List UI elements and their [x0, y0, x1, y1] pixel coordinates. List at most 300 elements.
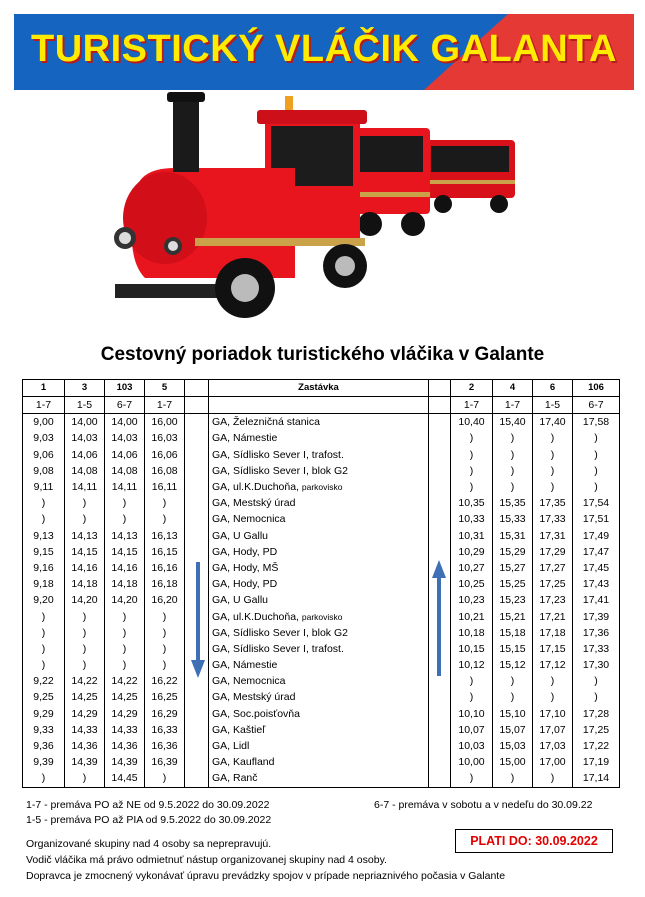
stop-name-cell [209, 738, 429, 754]
train-number: 2 [451, 380, 493, 397]
table-row [23, 706, 620, 722]
operating-days: 1-7 [145, 397, 185, 414]
departure-time: 14,18 [105, 576, 145, 592]
departure-time: 14,25 [105, 689, 145, 705]
departure-time: 16,39 [145, 754, 185, 770]
stop-name-cell [209, 447, 429, 463]
departure-time: 14,36 [105, 738, 145, 754]
departure-time: 17,47 [573, 544, 620, 560]
departure-time: 17,22 [573, 738, 620, 754]
table-row [23, 430, 620, 446]
train-wagon-rear [425, 140, 515, 213]
table-row [23, 689, 620, 705]
stop-name: GA, Hody, MŠ [212, 561, 279, 574]
departure-time: ) [145, 608, 185, 624]
departure-time: ) [493, 673, 533, 689]
departure-time: 9,22 [23, 673, 65, 689]
table-row [23, 560, 620, 576]
departure-time: ) [493, 447, 533, 463]
operating-days: 1-7 [451, 397, 493, 414]
departure-time: 9,11 [23, 479, 65, 495]
departure-time: 9,25 [23, 689, 65, 705]
departure-time: 17,25 [533, 576, 573, 592]
departure-time: ) [23, 608, 65, 624]
stop-name-cell [209, 722, 429, 738]
spacer-cell [185, 414, 209, 431]
table-row [23, 511, 620, 527]
departure-time: 14,25 [65, 689, 105, 705]
departure-time: 14,06 [65, 447, 105, 463]
stop-name: GA, Mestský úrad [212, 691, 296, 704]
note-left-2: 1-5 - premáva PO až PIA od 9.5.2022 do 30.09.2022 [26, 814, 272, 826]
departure-time: ) [65, 495, 105, 511]
spacer-cell [185, 495, 209, 511]
departure-time: 15,31 [493, 528, 533, 544]
valid-until-badge: PLATI DO: 30.09.2022 [455, 829, 613, 853]
departure-time: ) [105, 511, 145, 527]
departure-time: 17,30 [573, 657, 620, 673]
stop-name: GA, Sídlisko Sever I, trafost. [212, 448, 344, 461]
departure-time: 16,03 [145, 430, 185, 446]
departure-time: 17,29 [533, 544, 573, 560]
train-illustration [95, 88, 525, 338]
spacer-cell [429, 528, 451, 544]
spacer-cell [429, 754, 451, 770]
departure-time: ) [573, 430, 620, 446]
departure-time: 16,00 [145, 414, 185, 431]
stop-name: GA, Sídlisko Sever I, trafost. [212, 642, 344, 655]
departure-time: 15,00 [493, 754, 533, 770]
departure-time: 10,33 [451, 511, 493, 527]
stop-name-cell [209, 544, 429, 560]
stop-name: GA, Námestie [212, 659, 278, 672]
departure-time: 10,25 [451, 576, 493, 592]
stop-name-note: parkovisko [301, 482, 343, 493]
stop-name-cell [209, 414, 429, 431]
departure-time: 10,23 [451, 592, 493, 608]
note-org-1: Organizované skupiny nad 4 osoby sa neprepravujú. [26, 838, 272, 850]
stop-name-cell [209, 511, 429, 527]
departure-time: 17,58 [573, 414, 620, 431]
departure-time: ) [145, 495, 185, 511]
table-row [23, 495, 620, 511]
stop-name-cell [209, 657, 429, 673]
table-row [23, 463, 620, 479]
departure-time: 9,33 [23, 722, 65, 738]
note-left-1: 1-7 - premáva PO až NE od 9.5.2022 do 30.09.2022 [26, 799, 270, 811]
stop-name: GA, Hody, PD [212, 545, 278, 558]
departure-time: 14,22 [65, 673, 105, 689]
departure-time: 14,08 [65, 463, 105, 479]
table-row [23, 722, 620, 738]
departure-time: 15,25 [493, 576, 533, 592]
departure-time: 17,03 [533, 738, 573, 754]
departure-time: 16,15 [145, 544, 185, 560]
departure-time: ) [65, 641, 105, 657]
departure-time: 14,22 [105, 673, 145, 689]
spacer-cell [185, 722, 209, 738]
operating-days: 1-7 [493, 397, 533, 414]
departure-time: 17,35 [533, 495, 573, 511]
departure-time: 16,18 [145, 576, 185, 592]
departure-time: ) [493, 479, 533, 495]
departure-time: 15,35 [493, 495, 533, 511]
stop-name-cell [209, 576, 429, 592]
spacer-cell [185, 706, 209, 722]
departure-time: ) [451, 447, 493, 463]
spacer-cell [429, 722, 451, 738]
departure-time: 14,13 [105, 528, 145, 544]
departure-time: ) [533, 463, 573, 479]
stop-name-cell [209, 770, 429, 787]
spacer-cell [429, 380, 451, 397]
operating-days: 1-5 [65, 397, 105, 414]
stop-name-cell [209, 495, 429, 511]
departure-time: 17,39 [573, 608, 620, 624]
departure-time: 17,12 [533, 657, 573, 673]
departure-time: 16,13 [145, 528, 185, 544]
departure-time: 14,13 [65, 528, 105, 544]
departure-time: 14,33 [65, 722, 105, 738]
departure-time: 14,20 [105, 592, 145, 608]
departure-time: ) [451, 463, 493, 479]
departure-time: 14,08 [105, 463, 145, 479]
operating-days: 1-7 [23, 397, 65, 414]
departure-time: ) [451, 689, 493, 705]
departure-time: 15,03 [493, 738, 533, 754]
departure-time: 15,23 [493, 592, 533, 608]
table-row [23, 576, 620, 592]
departure-time: 15,40 [493, 414, 533, 431]
departure-time: 17,14 [573, 770, 620, 787]
departure-time: 9,15 [23, 544, 65, 560]
departure-time: 15,33 [493, 511, 533, 527]
table-row [23, 657, 620, 673]
departure-time: 15,07 [493, 722, 533, 738]
departure-time: 14,03 [65, 430, 105, 446]
spacer-cell [185, 754, 209, 770]
stop-name: GA, Námestie [212, 432, 278, 445]
departure-time: 9,08 [23, 463, 65, 479]
departure-time: ) [493, 463, 533, 479]
departure-time: 17,07 [533, 722, 573, 738]
departure-time: ) [23, 625, 65, 641]
train-number: 6 [533, 380, 573, 397]
departure-time: ) [65, 511, 105, 527]
table-row [23, 754, 620, 770]
departure-time: ) [573, 447, 620, 463]
stop-name: GA, Soc.poisťovňa [212, 707, 300, 720]
departure-time: 9,00 [23, 414, 65, 431]
departure-time: ) [23, 657, 65, 673]
stop-name: GA, Železničná stanica [212, 416, 320, 429]
departure-time: 17,36 [573, 625, 620, 641]
stop-name-note: parkovisko [301, 611, 343, 622]
stop-name: GA, Nemocnica [212, 675, 286, 688]
departure-time: 15,12 [493, 657, 533, 673]
spacer-cell [185, 430, 209, 446]
departure-time: ) [105, 625, 145, 641]
spacer-cell [185, 770, 209, 787]
departure-time: 9,06 [23, 447, 65, 463]
departure-time: 14,18 [65, 576, 105, 592]
title-banner [14, 14, 634, 90]
stop-name-cell [209, 592, 429, 608]
spacer-cell [185, 511, 209, 527]
departure-time: 14,29 [105, 706, 145, 722]
departure-time: 15,10 [493, 706, 533, 722]
table-row [23, 673, 620, 689]
departure-time: 10,00 [451, 754, 493, 770]
table-row [23, 641, 620, 657]
departure-time: ) [533, 479, 573, 495]
timetable-body [23, 380, 620, 788]
departure-time: ) [533, 447, 573, 463]
spacer-cell [429, 479, 451, 495]
departure-time: 9,36 [23, 738, 65, 754]
departure-time: 17,10 [533, 706, 573, 722]
departure-time: 10,03 [451, 738, 493, 754]
departure-time: 17,23 [533, 592, 573, 608]
stop-name-cell [209, 479, 429, 495]
departure-time: ) [65, 770, 105, 787]
departure-time: 15,18 [493, 625, 533, 641]
stop-name: GA, U Gallu [212, 529, 269, 542]
departure-time: 17,15 [533, 641, 573, 657]
up-arrow-icon [432, 560, 446, 676]
departure-time: 15,21 [493, 608, 533, 624]
departure-time: ) [493, 689, 533, 705]
departure-time: ) [573, 463, 620, 479]
spacer-cell [185, 380, 209, 397]
spacer-cell [185, 738, 209, 754]
spacer-cell [185, 447, 209, 463]
departure-time: 17,19 [573, 754, 620, 770]
departure-time: 17,18 [533, 625, 573, 641]
timetable [22, 379, 620, 788]
spacer-cell [429, 689, 451, 705]
departure-time: 14,39 [65, 754, 105, 770]
table-row [23, 738, 620, 754]
table-row [23, 479, 620, 495]
stop-name-cell [209, 463, 429, 479]
spacer-cell [429, 738, 451, 754]
table-row [23, 544, 620, 560]
departure-time: 9,29 [23, 706, 65, 722]
stop-name-cell [209, 706, 429, 722]
stop-name-cell [209, 528, 429, 544]
departure-time: 16,06 [145, 447, 185, 463]
departure-time: 17,49 [573, 528, 620, 544]
departure-time: 17,45 [573, 560, 620, 576]
spacer-cell [429, 770, 451, 787]
departure-time: 17,25 [573, 722, 620, 738]
departure-time: 14,11 [65, 479, 105, 495]
departure-time: ) [23, 641, 65, 657]
note-right-1: 6-7 - premáva v sobotu a v nedeľu do 30.09.22 [374, 799, 593, 811]
table-row [23, 414, 620, 431]
departure-time: ) [145, 770, 185, 787]
departure-time: ) [65, 608, 105, 624]
departure-time: 10,27 [451, 560, 493, 576]
stop-name: GA, Sídlisko Sever I, blok G2 [212, 464, 348, 477]
departure-time: ) [145, 657, 185, 673]
departure-time: 9,39 [23, 754, 65, 770]
departure-time: ) [65, 657, 105, 673]
departure-time: 16,29 [145, 706, 185, 722]
departure-time: 9,13 [23, 528, 65, 544]
departure-time: 16,33 [145, 722, 185, 738]
departure-time: 10,15 [451, 641, 493, 657]
stop-name-cell [209, 430, 429, 446]
departure-time: ) [65, 625, 105, 641]
stop-name: GA, Mestský úrad [212, 497, 296, 510]
departure-time: ) [23, 770, 65, 787]
departure-time: ) [23, 511, 65, 527]
spacer-cell [185, 479, 209, 495]
departure-time: 10,21 [451, 608, 493, 624]
departure-time: 17,41 [573, 592, 620, 608]
stop-cell-empty [209, 397, 429, 414]
table-row [23, 625, 620, 641]
timetable-header-row [23, 380, 620, 397]
spacer-cell [185, 397, 209, 414]
stop-name-cell [209, 641, 429, 657]
departure-time: ) [105, 495, 145, 511]
train-wagon [350, 128, 430, 236]
operating-days: 6-7 [573, 397, 620, 414]
departure-time: 15,27 [493, 560, 533, 576]
stop-name: GA, Kaštieľ [212, 723, 266, 736]
departure-time: ) [105, 608, 145, 624]
departure-time: 16,11 [145, 479, 185, 495]
operating-days: 6-7 [105, 397, 145, 414]
train-number: 106 [573, 380, 620, 397]
departure-time: ) [533, 689, 573, 705]
spacer-cell [185, 544, 209, 560]
departure-time: 14,15 [65, 544, 105, 560]
departure-time: 16,16 [145, 560, 185, 576]
departure-time: ) [23, 495, 65, 511]
table-row [23, 592, 620, 608]
spacer-cell [429, 463, 451, 479]
departure-time: 14,45 [105, 770, 145, 787]
stop-name: GA, Kaufland [212, 756, 275, 769]
departure-time: 14,16 [65, 560, 105, 576]
departure-time: 9,18 [23, 576, 65, 592]
spacer-cell [185, 528, 209, 544]
departure-time: ) [533, 770, 573, 787]
departure-time: 10,29 [451, 544, 493, 560]
departure-time: 10,31 [451, 528, 493, 544]
departure-time: 14,00 [65, 414, 105, 431]
spacer-cell [429, 430, 451, 446]
departure-time: 17,40 [533, 414, 573, 431]
stop-name: GA, Sídlisko Sever I, blok G2 [212, 626, 348, 639]
departure-time: ) [105, 657, 145, 673]
departure-time: 14,16 [105, 560, 145, 576]
departure-time: 17,31 [533, 528, 573, 544]
stop-name: GA, Ranč [212, 772, 258, 785]
stop-name: GA, Lidl [212, 740, 250, 753]
stop-name-cell [209, 689, 429, 705]
departure-time: 17,43 [573, 576, 620, 592]
departure-time: 10,40 [451, 414, 493, 431]
departure-time: 14,11 [105, 479, 145, 495]
departure-time: 15,29 [493, 544, 533, 560]
departure-time: 9,16 [23, 560, 65, 576]
stop-column-header: Zastávka [209, 380, 429, 397]
departure-time: 14,29 [65, 706, 105, 722]
departure-time: 16,25 [145, 689, 185, 705]
spacer-cell [185, 689, 209, 705]
down-arrow-icon [191, 562, 205, 678]
departure-time: ) [105, 641, 145, 657]
departure-time: ) [451, 430, 493, 446]
departure-time: ) [145, 625, 185, 641]
departure-time: 14,39 [105, 754, 145, 770]
departure-time: 9,03 [23, 430, 65, 446]
departure-time: ) [533, 673, 573, 689]
departure-time: 9,20 [23, 592, 65, 608]
departure-time: 16,36 [145, 738, 185, 754]
banner-title: TURISTICKÝ VLÁČIK GALANTA [31, 28, 617, 70]
departure-time: 10,35 [451, 495, 493, 511]
stop-name: GA, Nemocnica [212, 513, 286, 526]
departure-time: 14,00 [105, 414, 145, 431]
stop-name: GA, ul.K.Duchoňa, [212, 610, 299, 623]
spacer-cell [429, 397, 451, 414]
operating-days: 1-5 [533, 397, 573, 414]
stop-name-cell [209, 608, 429, 624]
departure-time: 17,33 [533, 511, 573, 527]
departure-time: ) [451, 673, 493, 689]
departure-time: 16,08 [145, 463, 185, 479]
stop-name-cell [209, 625, 429, 641]
spacer-cell [429, 706, 451, 722]
departure-time: 15,15 [493, 641, 533, 657]
table-row [23, 770, 620, 787]
departure-time: ) [145, 511, 185, 527]
train-number: 103 [105, 380, 145, 397]
departure-time: 10,10 [451, 706, 493, 722]
departure-time: 14,33 [105, 722, 145, 738]
spacer-cell [429, 447, 451, 463]
departure-time: 14,15 [105, 544, 145, 560]
departure-time: ) [533, 430, 573, 446]
stop-name-cell [209, 673, 429, 689]
train-number: 4 [493, 380, 533, 397]
train-locomotive [114, 92, 367, 318]
stop-name: GA, Hody, PD [212, 578, 278, 591]
departure-time: 10,12 [451, 657, 493, 673]
departure-time: 17,33 [573, 641, 620, 657]
departure-time: 17,27 [533, 560, 573, 576]
departure-time: 14,20 [65, 592, 105, 608]
table-row [23, 447, 620, 463]
departure-time: ) [493, 770, 533, 787]
departure-time: ) [573, 689, 620, 705]
departure-time: 17,54 [573, 495, 620, 511]
departure-time: ) [145, 641, 185, 657]
spacer-cell [429, 511, 451, 527]
note-org-3: Dopravca je zmocnený vykonávať úpravu prevádzky spojov v prípade nepriaznivého počasia v Galante [26, 870, 506, 882]
stop-name: GA, ul.K.Duchoňa, [212, 481, 299, 494]
spacer-cell [429, 544, 451, 560]
spacer-cell [429, 414, 451, 431]
departure-time: 17,00 [533, 754, 573, 770]
departure-time: 16,22 [145, 673, 185, 689]
